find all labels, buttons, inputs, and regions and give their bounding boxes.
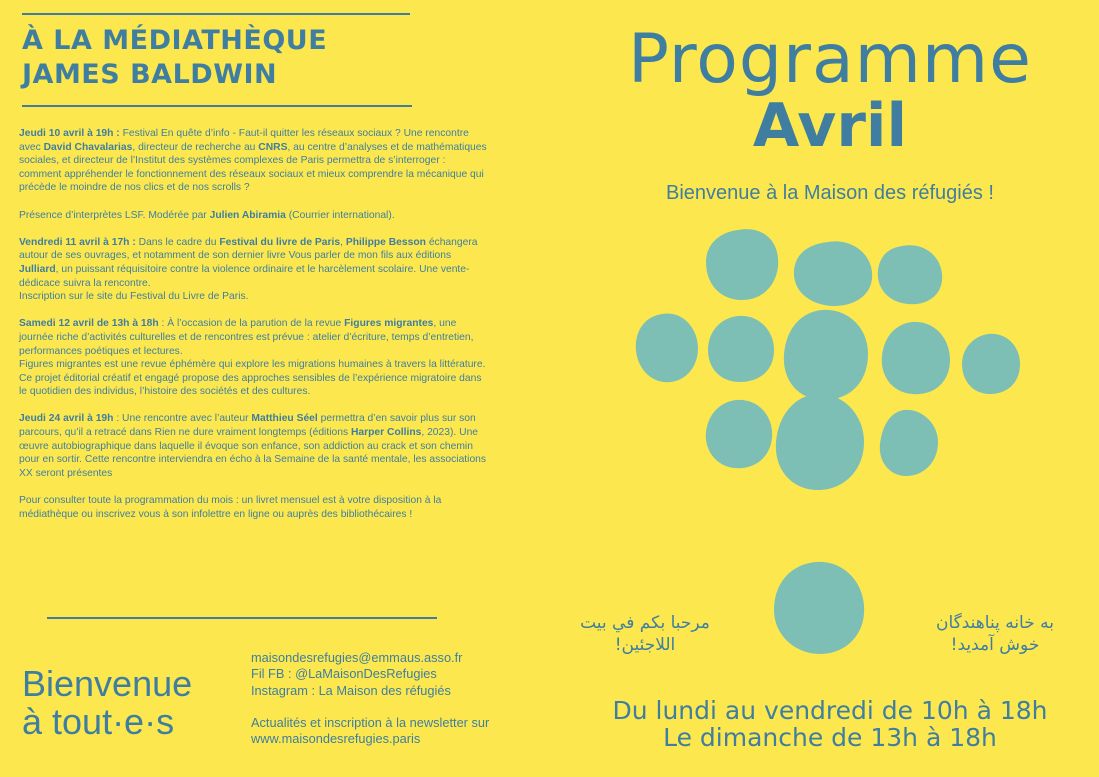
event-text: Inscription sur le site du Festival du Livre de Paris. (19, 291, 249, 303)
events-list (19, 127, 489, 535)
event-date: Vendredi 11 avril à 17h : (19, 236, 136, 248)
event-highlight: Julliard (19, 263, 56, 275)
contact-email[interactable]: maisondesrefugies@emmaus.asso.fr (251, 650, 463, 665)
arabic-line-2: اللاجئين! (614, 635, 676, 655)
event-text: Dans le cadre du (135, 236, 220, 248)
arabic-greeting (570, 612, 720, 656)
event-highlight: Harper Collins (350, 427, 422, 439)
event-text: échangera autour de ses ouvrages, et notamment de son dernier livre Vous parler de mon fils aux éditions (19, 236, 478, 262)
welcome-all-line-1: Bienvenue (22, 663, 193, 704)
event-paragraph (19, 494, 489, 521)
event-highlight: Figures migrantes (344, 318, 434, 330)
hours-weekdays: Du lundi au vendredi de 10h à 18h (612, 696, 1048, 725)
welcome-maison: Bienvenue à la Maison des réfugiés ! (666, 182, 994, 204)
event-text: permettra d’en savoir plus sur son parcours, qu’il a retracé dans Rien ne dure vraiment longtemps (éditions (19, 413, 476, 439)
dot (784, 310, 868, 400)
event-text: , une journée riche d’activités culturelles et de rencontres est prévue : atelier d’écriture, temps d’entretien, performances poétiques et lectures. (19, 318, 474, 357)
event-text: : Une rencontre avec l’auteur (113, 413, 252, 425)
dot (774, 562, 864, 654)
event-highlight: Matthieu Séel (251, 413, 318, 425)
event-text: , un puissant réquisitoire contre la violence ordinaire et le harcèlement scolaire. Une vente-dédicace suivra la rencontre. (19, 263, 470, 289)
persian-line-2: خوش آمدید! (950, 635, 1040, 655)
event-text: , directeur de recherche au (132, 141, 259, 153)
event-highlight: Festival du livre de Paris (219, 236, 341, 248)
welcome-all (22, 665, 192, 741)
event-date: Samedi 12 avril de 13h à 18h (19, 318, 159, 330)
contact-website[interactable]: www.maisondesrefugies.paris (251, 731, 421, 747)
venue-title (22, 24, 422, 92)
event-highlight: CNRS (258, 141, 288, 153)
dot (880, 410, 938, 476)
event-text: , 2023). Une œuvre autobiographique dans laquelle il évoque son enfance, son addiction au crack et son chemin pour en sortir. Cette rencontre interviendra en écho à la Semaine de la santé mentale, les associations XX seront présentes (19, 427, 487, 479)
event-date: Jeudi 10 avril à 19h : (19, 128, 120, 139)
welcome-all-line-2: à tout·e·s (22, 701, 175, 742)
dot (962, 334, 1020, 394)
event-text: : À l’occasion de la parution de la revue (158, 318, 345, 330)
persian-line-1: به خانه پناهندگان (935, 613, 1054, 633)
contact-instagram: Instagram : La Maison des réfugiés (251, 682, 451, 698)
hours-sunday: Le dimanche de 13h à 18h (663, 723, 997, 752)
event-text: (Courrier international). (285, 209, 395, 221)
contact-block (251, 650, 489, 747)
programme-month: Avril (752, 91, 908, 161)
event-date: Jeudi 24 avril à 19h (19, 413, 114, 425)
bottom-left-rule (47, 617, 437, 619)
event-paragraph (19, 317, 489, 399)
contact-facebook: Fil FB : @LaMaisonDesRefugies (251, 666, 437, 682)
programme-title: Programme (628, 20, 1032, 99)
event-highlight: Julien Abiramia (209, 209, 286, 221)
event-paragraph (19, 412, 489, 480)
venue-rule (22, 105, 412, 107)
dot (882, 322, 950, 394)
event-paragraph (19, 236, 489, 304)
event-highlight: David Chavalarias (43, 141, 133, 153)
event-text: Présence d’interprètes LSF. Modérée par (19, 209, 210, 221)
dot (878, 245, 942, 304)
persian-greeting (920, 612, 1070, 656)
event-highlight: Philippe Besson (345, 236, 426, 248)
event-text: Figures migrantes est une revue éphémère qui explore les migrations humaines à travers la littérature. Ce projet éditorial créatif et engagé propose des approches sensibles de l’expérience migratoire dans le quotidien des individus, l’histoire des sociétés et des cultures. (19, 359, 486, 398)
opening-hours (560, 697, 1099, 751)
dot (776, 394, 864, 490)
arabic-line-1: مرحبا بكم في بيت (580, 613, 710, 633)
venue-line-1: À LA MÉDIATHÈQUE (22, 25, 328, 56)
event-paragraph (19, 209, 489, 223)
venue-line-2: JAMES BALDWIN (22, 59, 278, 90)
top-rule (22, 13, 410, 15)
event-paragraph (19, 127, 489, 195)
event-text: Festival En quête d’info - Faut-il quitter les réseaux sociaux ? Une rencontre avec (19, 128, 469, 153)
event-text: , (340, 236, 346, 248)
contact-newsletter: Actualités et inscription à la newsletter sur (251, 714, 490, 730)
dot (708, 316, 774, 382)
dot (794, 241, 872, 306)
dot (636, 313, 698, 382)
event-text: , au centre d’analyses et de mathématiques sociales, et directeur de l’Institut des systèmes complexes de Paris permettra de s’interroger : comment appréhender le fonctionnement des réseaux sociaux et mieux comprendre la mécanique qui précède le moindre de nos clics et de nos scrolls ? (19, 141, 487, 194)
event-text: Pour consulter toute la programmation du mois : un livret mensuel est à votre disposition à la médiathèque ou inscrivez vous à son infolettre en ligne ou auprès des bibliothécaires ! (19, 495, 442, 520)
dots-illustration (620, 222, 1030, 662)
dot (706, 229, 778, 300)
dot (706, 400, 772, 468)
